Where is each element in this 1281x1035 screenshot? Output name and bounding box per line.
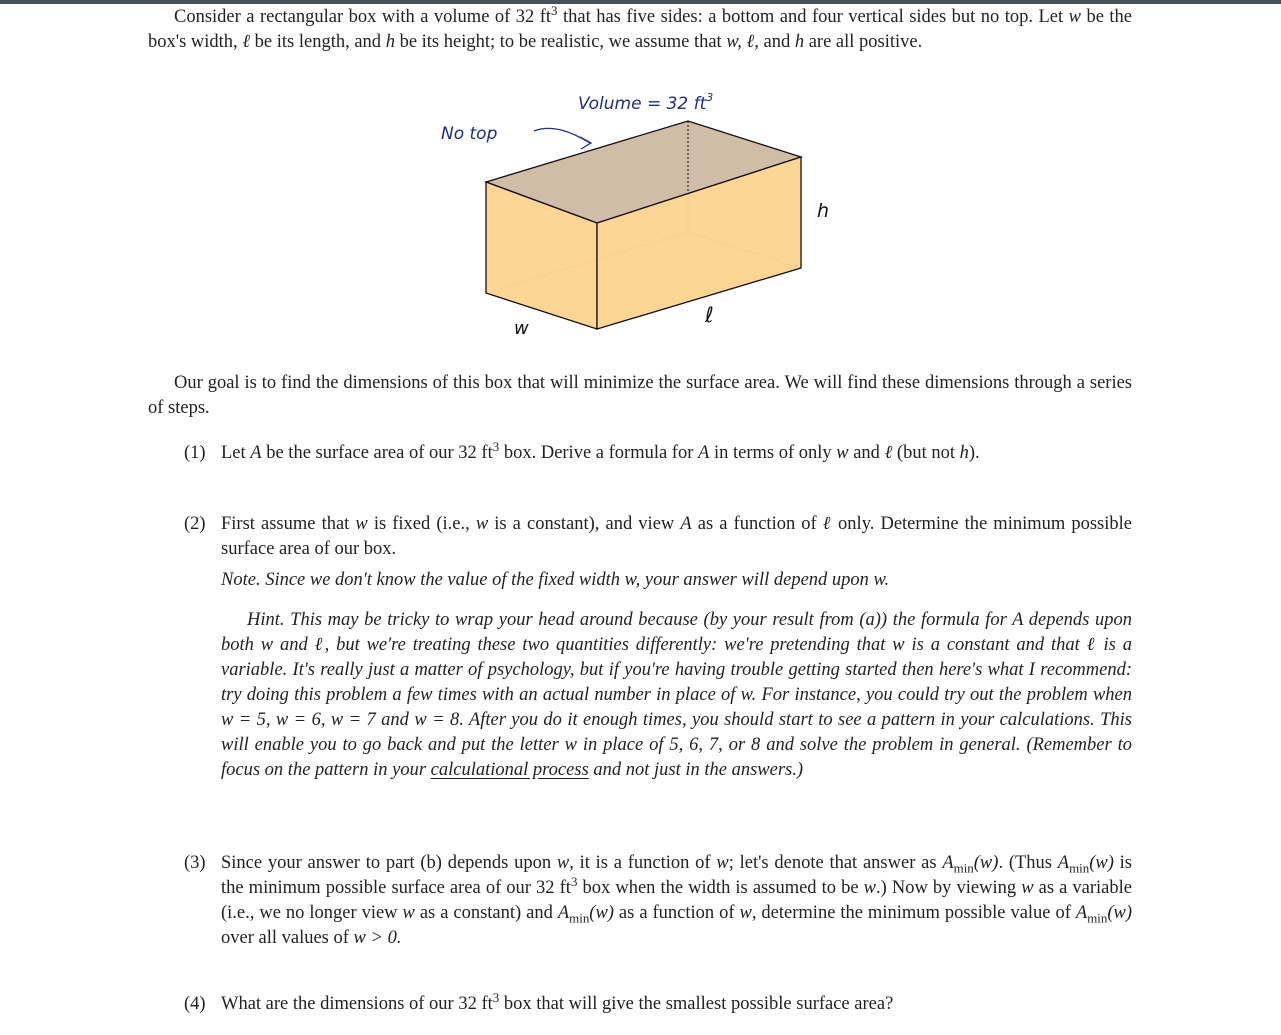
volume-label: Volume = 32 $ft^3$ — [578, 91, 714, 114]
height-label: h — [817, 200, 830, 222]
no-top-label: No top — [441, 124, 498, 144]
box-figure — [420, 85, 840, 345]
step-2: (2) First assume that w is fixed (i.e., w is a constant), and view A as a function of ℓ only. Determine the minimum possible surface area of our box. — [184, 514, 1132, 559]
step-4: (4) What are the dimensions of our 32 $ft^3$ box that will give the smallest possible surface area? — [184, 992, 1132, 1017]
step-number: (2) — [184, 514, 206, 534]
step-number: (1) — [184, 443, 206, 463]
goal-paragraph: Our goal is to find the dimensions of this box that will minimize the surface area. We will find these dimensions through a series of steps. — [148, 373, 1132, 418]
step-3: (3) Since your answer to part (b) depends upon w, it is a function of w; let's denote that answer as $A_{min}(w)$. (Thus $A_{min}(w)$ is the minimum possible surface area of our 32 $ft^3$ box when the width is assumed to be w.) Now by viewing w as a variable (i.e., we no longer view w as a constant) and $A_{min}(w)$ as a function of w, determine the minimum possible value of $A_{min}(w)$ over all values of w > 0. — [184, 853, 1132, 948]
step-number: (3) — [184, 853, 206, 873]
hint-paragraph: Hint. This may be tricky to wrap your head around because (by your result from (a)) the formula for A depends upon both w and ℓ, but we're treating these two quantities differently: we're pretending that w is a constant and that ℓ is a variable. It's really just a matter of psychology, but if you're having trouble getting started then here's what I recommend: try doing this problem a few times with an actual number in place of w. For instance, you could try out the problem when w = 5, w = 6, w = 7 and w = 8. After you do it enough times, you should start to see a pattern in your calculations. This will enable you to go back and put the letter w in place of 5, 6, 7, or 8 and solve the problem in general. (Remember to focus on the pattern in your calculational process and not just in the answers.) — [221, 610, 1132, 780]
step-1: (1) Let A be the surface area of our 32 $ft^3$ box. Derive a formula for A in terms of only w and ℓ (but not h). — [184, 441, 1132, 466]
note-text: Note. Since we don't know the value of the fixed width w, your answer will depend upon w. — [221, 570, 890, 590]
no-top-arrow — [534, 128, 590, 143]
length-label: ℓ — [705, 303, 714, 327]
width-label: w — [514, 318, 529, 339]
top-border — [0, 0, 1281, 4]
step-number: (4) — [184, 994, 206, 1014]
intro-paragraph: Consider a rectangular box with a volume of 32 $ft^3$ that has five sides: a bottom and four vertical sides but no top. Let w be the box's width, ℓ be its length, and h be its height; to be realistic, we assume that w, ℓ, and h are all positive. — [148, 2, 1132, 52]
